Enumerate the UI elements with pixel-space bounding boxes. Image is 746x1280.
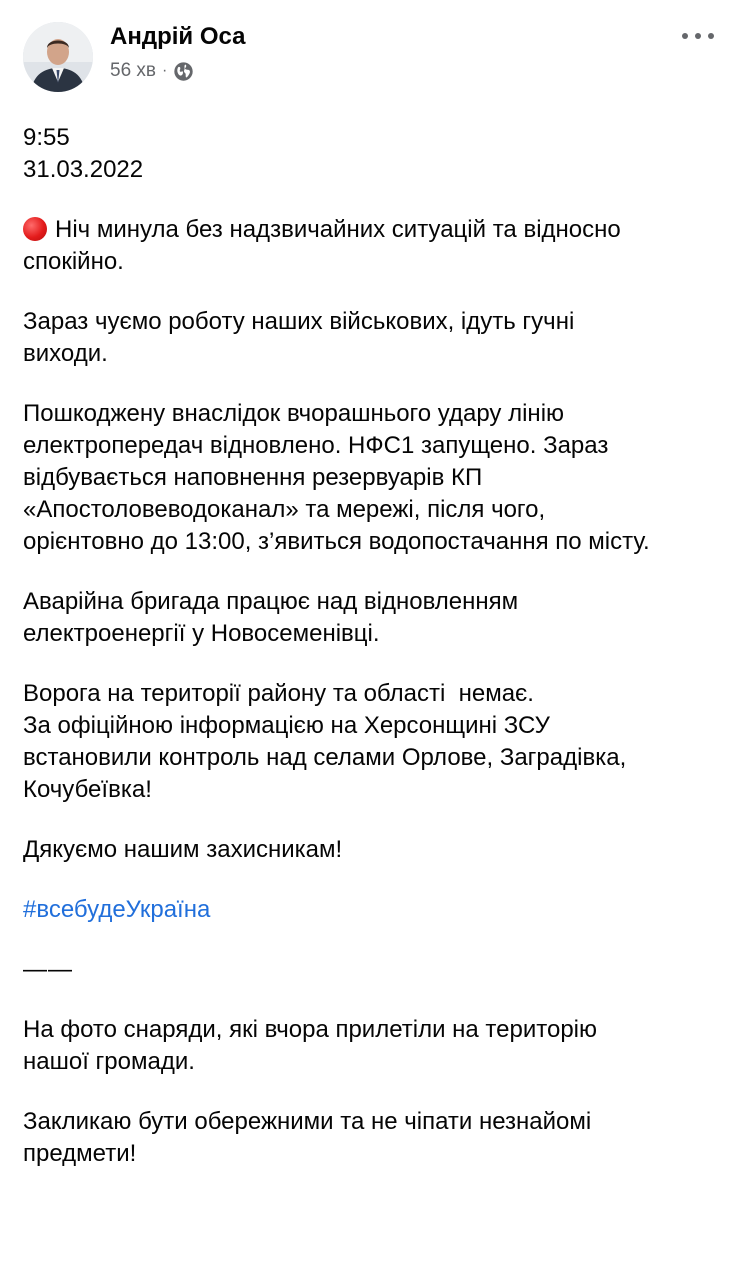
paragraph-text: Ніч минула без надзвичайних ситуацій та відносно xyxy=(55,216,621,243)
more-options-icon[interactable] xyxy=(682,26,714,46)
post-datetime xyxy=(23,122,728,186)
paragraph-line: Аварійна бригада працює над відновленням xyxy=(23,588,519,615)
more-dot xyxy=(682,33,688,39)
post-time-line: 9:55 xyxy=(23,124,70,151)
paragraph-photo xyxy=(23,1014,728,1078)
post-meta xyxy=(110,58,194,84)
paragraph-line: спокійно. xyxy=(23,248,124,275)
paragraph-line xyxy=(23,214,728,246)
paragraph-thanks: Дякуємо нашим захисникам! xyxy=(23,836,343,863)
paragraph-line: виходи. xyxy=(23,340,108,367)
more-dot xyxy=(708,33,714,39)
globe-icon[interactable] xyxy=(173,61,194,82)
post-date-line: 31.03.2022 xyxy=(23,156,144,183)
hashtag-link[interactable]: #всебудеУкраїна xyxy=(23,896,211,923)
paragraph-military xyxy=(23,306,728,370)
paragraph-caution xyxy=(23,1106,728,1170)
paragraph-line: встановили контроль над селами Орлове, Заградівка, xyxy=(23,744,627,771)
paragraph-line: орієнтовно до 13:00, з’явиться водопостачання по місту. xyxy=(23,528,650,555)
paragraph-night xyxy=(23,214,728,278)
paragraph-line: Кочубеївка! xyxy=(23,776,152,803)
paragraph-line: електроенергії у Новосеменівці. xyxy=(23,620,380,647)
red-circle-emoji xyxy=(23,217,47,241)
paragraph-line: нашої громади. xyxy=(23,1048,195,1075)
paragraph-repair-crew xyxy=(23,586,728,650)
avatar[interactable] xyxy=(23,22,93,92)
ukraine-flag-emoji xyxy=(216,897,248,921)
paragraph-power-line xyxy=(23,398,728,558)
paragraph-line: На фото снаряди, які вчора прилетіли на територію xyxy=(23,1016,598,1043)
paragraph-line: Пошкоджену внаслідок вчорашнього удару лінію xyxy=(23,400,565,427)
paragraph-line: За офіційною інформацією на Херсонщині ЗСУ xyxy=(23,712,550,739)
avatar-photo xyxy=(23,22,93,92)
post-header xyxy=(0,0,746,110)
paragraph-line: «Апостоловеводоканал» та мережі, після чого, xyxy=(23,496,546,523)
meta-separator: · xyxy=(162,62,168,79)
paragraph-line: відбувається наповнення резервуарів КП xyxy=(23,464,483,491)
post-time[interactable]: 56 хв xyxy=(110,60,157,81)
more-dot xyxy=(695,33,701,39)
post-body xyxy=(23,122,728,1198)
author-name[interactable]: Андрій Оса xyxy=(110,23,246,50)
hashtag-line xyxy=(23,894,728,926)
divider-dashes: —— xyxy=(23,956,73,983)
paragraph-line: предмети! xyxy=(23,1140,137,1167)
paragraph-line: Ворога на території району та області немає. xyxy=(23,680,534,707)
paragraph-line: електропередач відновлено. НФС1 запущено. Зараз xyxy=(23,432,609,459)
paragraph-line: Закликаю бути обережними та не чіпати незнайомі xyxy=(23,1108,592,1135)
paragraph-line: Зараз чуємо роботу наших військових, ідуть гучні xyxy=(23,308,575,335)
paragraph-enemy xyxy=(23,678,728,806)
